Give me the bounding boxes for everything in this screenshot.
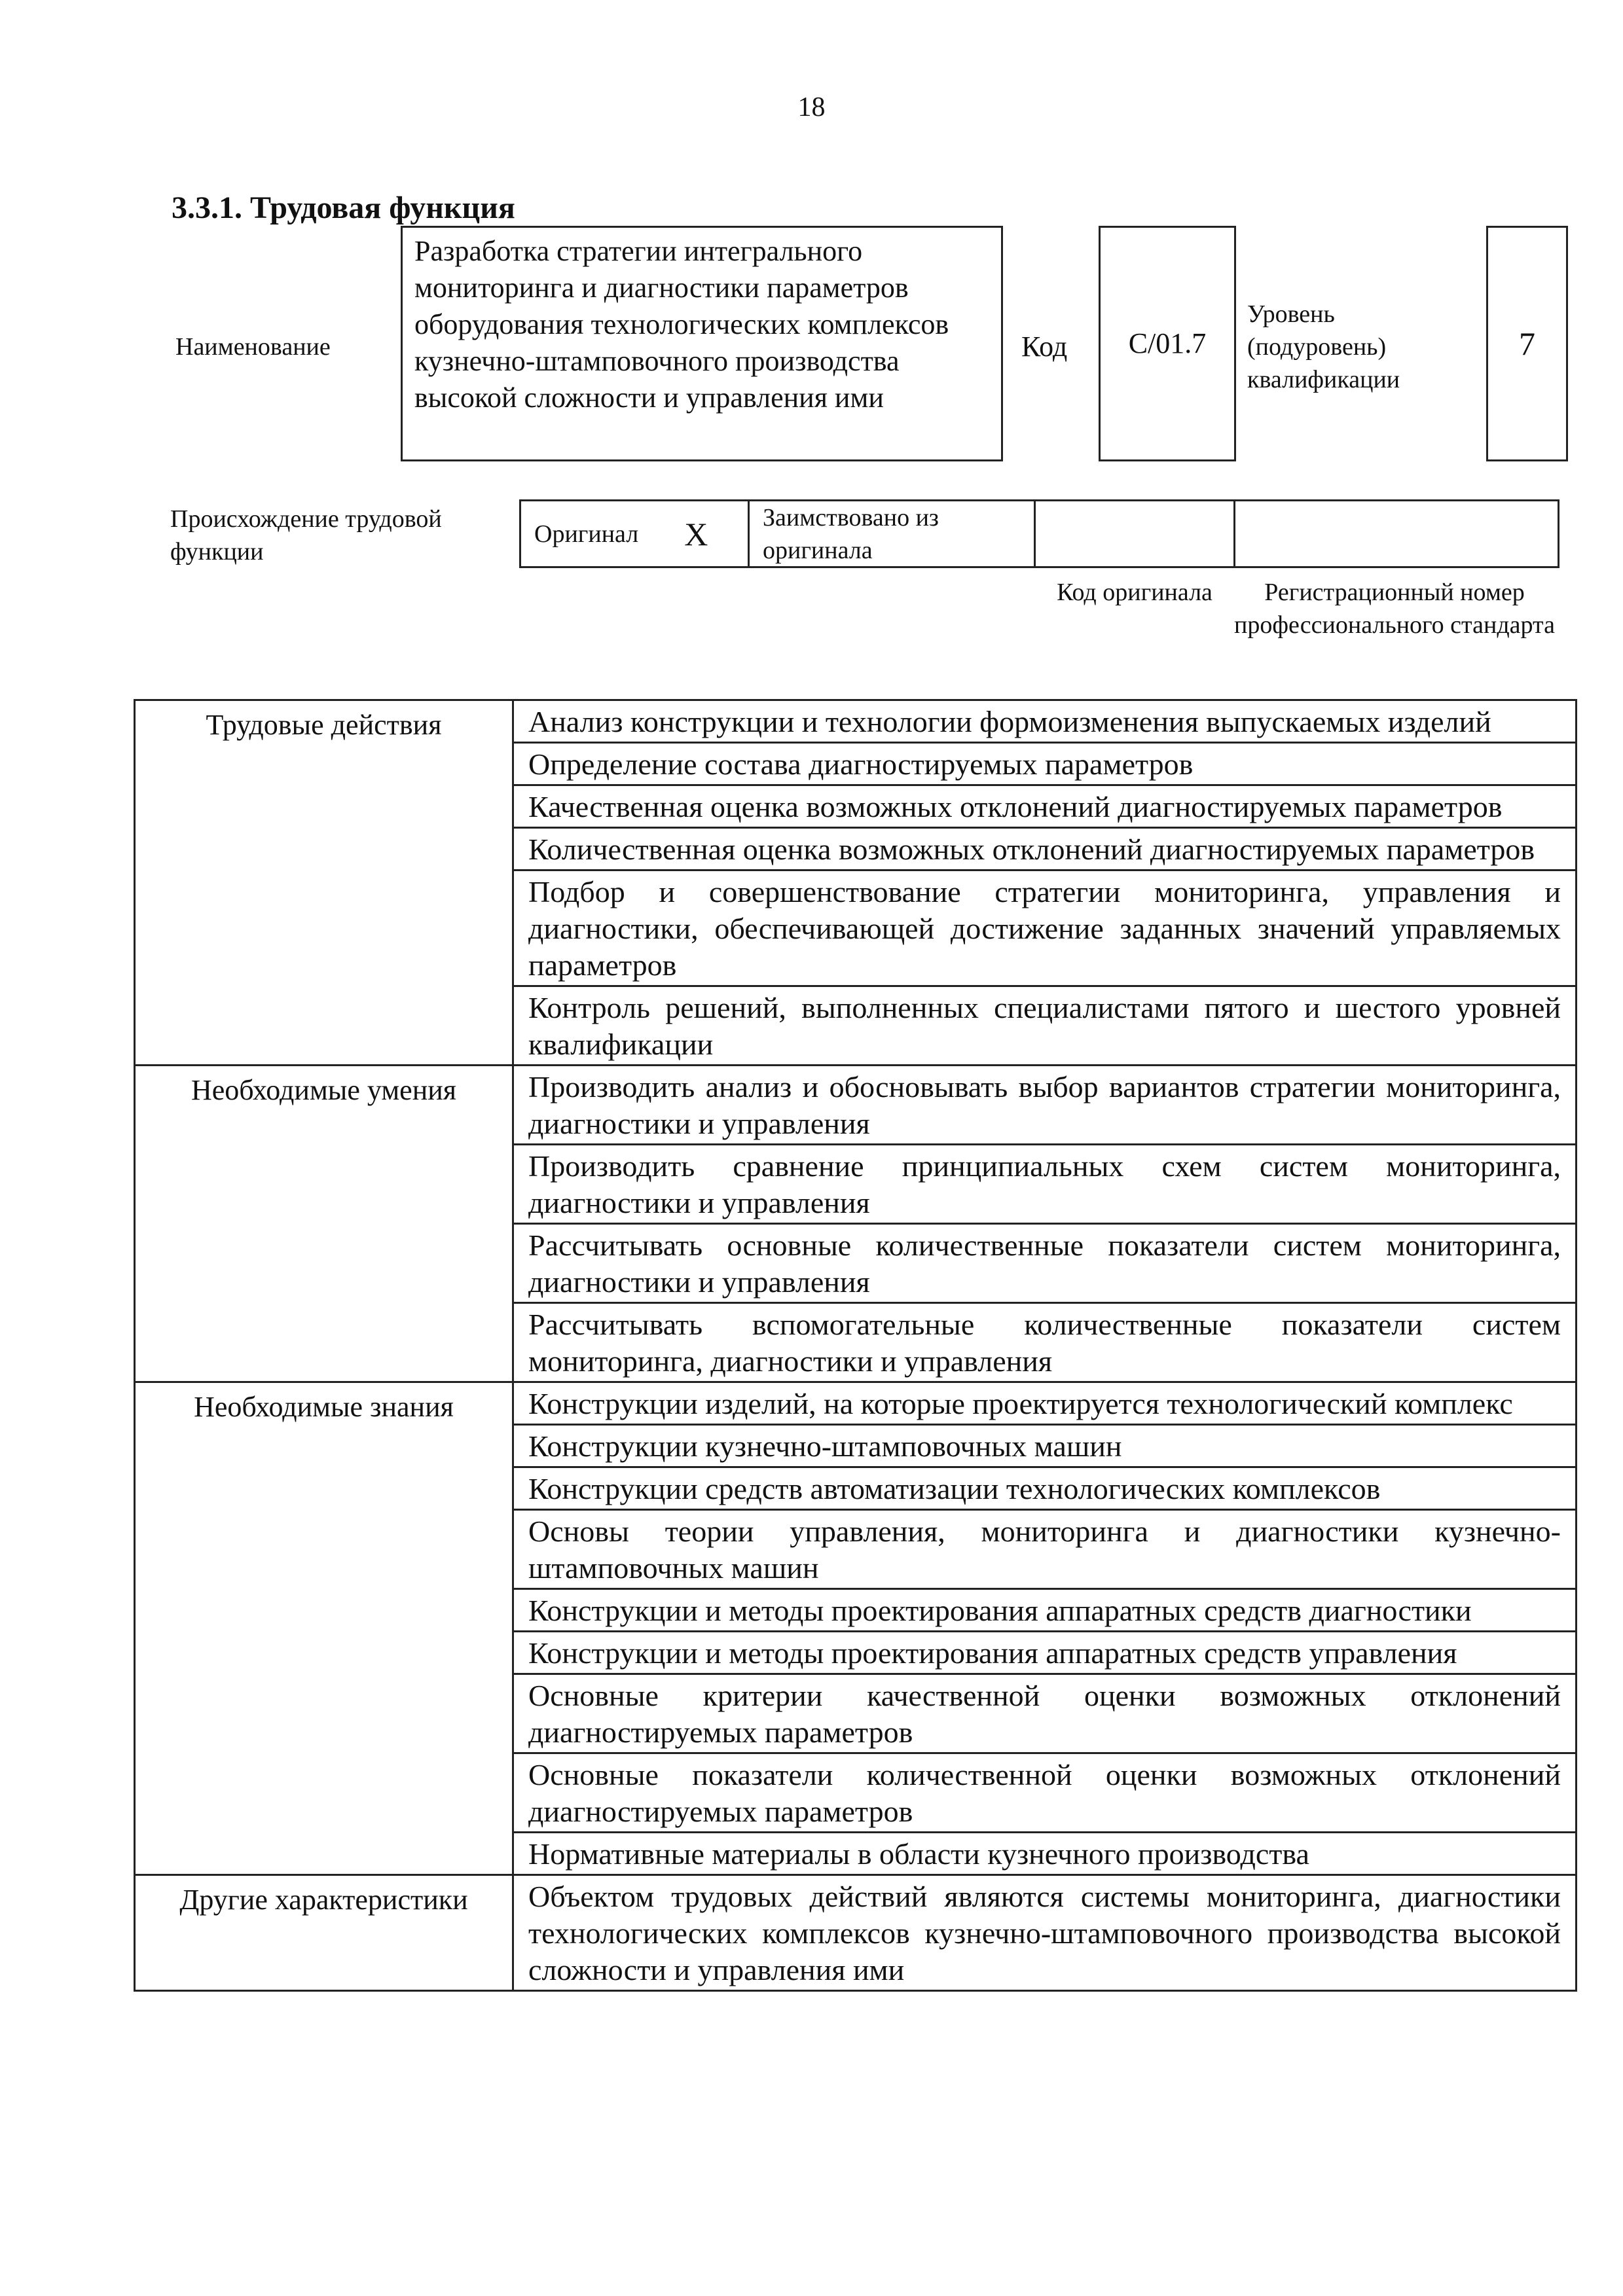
table-cell: Качественная оценка возможных отклонений диагностируемых параметров [513, 785, 1577, 828]
table-cell: Основы теории управления, мониторинга и диагностики кузнечно-штамповочных машин [513, 1510, 1577, 1589]
function-name-value: Разработка стратегии интегрального мониторинга и диагностики параметров оборудования технологических комплексов кузнечно-штамповочного производства высокой сложности и управления ими [414, 235, 949, 414]
level-label: Уровень (подуровень) квалификации [1247, 300, 1400, 393]
table-cell: Конструкции и методы проектирования аппаратных средств управления [513, 1632, 1577, 1674]
table-cell: Рассчитывать вспомогательные количественные показатели систем мониторинга, диагностики и управления [513, 1303, 1577, 1382]
section-label: Трудовые действия [135, 700, 513, 1066]
table-row [135, 1875, 1577, 1991]
section-label: Другие характеристики [135, 1875, 513, 1991]
table-cell: Конструкции и методы проектирования аппаратных средств диагностики [513, 1589, 1577, 1632]
original-code-cell [1034, 499, 1235, 568]
original-label: Оригинал [534, 520, 639, 548]
table-cell: Объектом трудовых действий являются системы мониторинга, диагностики технологических комплексов кузнечно-штамповочного производства высокой сложности и управления ими [513, 1875, 1577, 1991]
section-label: Необходимые умения [135, 1066, 513, 1382]
table-cell: Нормативные материалы в области кузнечного производства [513, 1833, 1577, 1875]
origin-label: Происхождение трудовой функции [170, 505, 442, 565]
name-label: Наименование [175, 333, 331, 361]
table-row [135, 1066, 1577, 1145]
table-cell: Анализ конструкции и технологии формоизменения выпускаемых изделий [513, 700, 1577, 743]
table-cell: Количественная оценка возможных отклонений диагностируемых параметров [513, 828, 1577, 870]
labor-function-table [134, 699, 1577, 1992]
table-cell: Конструкции средств автоматизации технологических комплексов [513, 1467, 1577, 1510]
code-box [1099, 226, 1236, 461]
borrowed-label: Заимствовано из оригинала [763, 503, 939, 564]
code-label: Код [1021, 331, 1068, 363]
table-cell: Определение состава диагностируемых параметров [513, 743, 1577, 785]
table-cell: Рассчитывать основные количественные показатели систем мониторинга, диагностики и управления [513, 1224, 1577, 1303]
table-cell: Конструкции изделий, на которые проектируется технологический комплекс [513, 1382, 1577, 1425]
table-row [135, 700, 1577, 743]
table-cell: Подбор и совершенствование стратегии мониторинга, управления и диагностики, обеспечивающей достижение заданных значений управляемых параметров [513, 870, 1577, 986]
table-cell: Производить сравнение принципиальных схем систем мониторинга, диагностики и управления [513, 1145, 1577, 1224]
original-code-caption: Код оригинала [1057, 579, 1213, 606]
function-name-box [401, 226, 1003, 461]
borrowed-cell [748, 499, 1036, 568]
level-value: 7 [1519, 325, 1535, 362]
section-label: Необходимые знания [135, 1382, 513, 1875]
original-cell [519, 499, 750, 568]
level-box [1486, 226, 1568, 461]
table-cell: Контроль решений, выполненных специалистами пятого и шестого уровней квалификации [513, 986, 1577, 1066]
code-value: С/01.7 [1128, 327, 1207, 359]
original-mark: X [684, 515, 708, 552]
section-title: 3.3.1. Трудовая функция [172, 190, 515, 225]
reg-number-cell [1233, 499, 1559, 568]
table-cell: Основные показатели количественной оценки возможных отклонений диагностируемых параметров [513, 1753, 1577, 1833]
reg-number-caption: Регистрационный номер профессионального стандарта [1234, 579, 1555, 639]
table-cell: Конструкции кузнечно-штамповочных машин [513, 1425, 1577, 1467]
table-row [135, 1382, 1577, 1425]
page-number: 18 [797, 92, 826, 122]
table-cell: Производить анализ и обосновывать выбор вариантов стратегии мониторинга, диагностики и управления [513, 1066, 1577, 1145]
table-cell: Основные критерии качественной оценки возможных отклонений диагностируемых параметров [513, 1674, 1577, 1753]
